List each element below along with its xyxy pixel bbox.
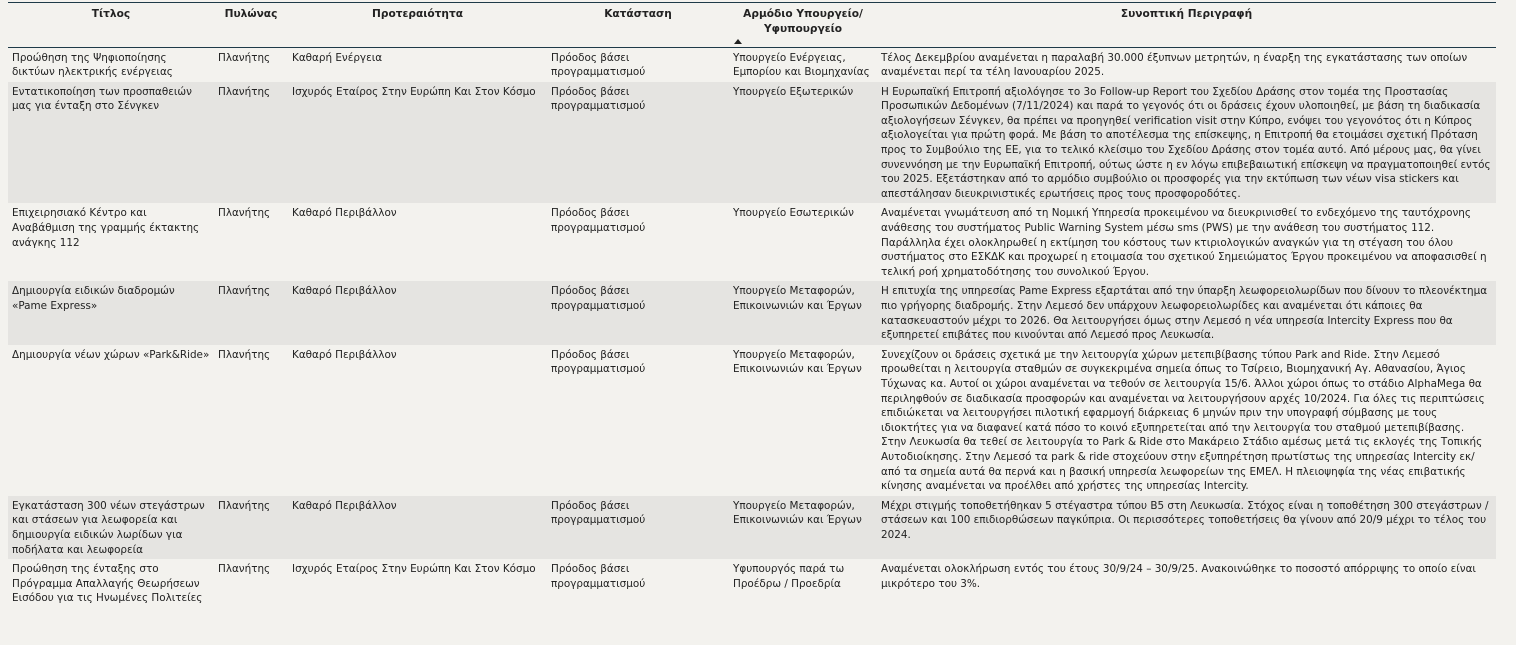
cell-status: Πρόοδος βάσει προγραμματισμού bbox=[547, 496, 729, 559]
cell-description: Η επιτυχία της υπηρεσίας Pame Express εξαρτάται από την ύπαρξη λεωφορειολωρίδων που δίνουν το πλεονέκτημα πιο γρήγορης διαδρομής. Στην Λεμεσό δεν υπάρχουν λεωφορειολωρίδες και αναμένεται ότι κάποιες θα κατασκευαστούν μέχρι το 2026. Θα λειτουργήσει όμως στην Λεμεσό η νέα υπηρεσία Intercity Express που θα εξυπηρετεί επιβάτες που κινούνται από Λεμεσό προς Λευκωσία. bbox=[877, 281, 1496, 344]
cell-priority: Καθαρό Περιβάλλον bbox=[288, 281, 547, 344]
column-header-pillar[interactable]: Πυλώνας bbox=[214, 3, 288, 47]
cell-status: Πρόοδος βάσει προγραμματισμού bbox=[547, 203, 729, 281]
cell-priority: Ισχυρός Εταίρος Στην Ευρώπη Και Στον Κόσμο bbox=[288, 82, 547, 204]
cell-description: Μέχρι στιγμής τοποθετήθηκαν 5 στέγαστρα τύπου Β5 στη Λευκωσία. Στόχος είναι η τοποθέτηση 300 στεγάστρων / στάσεων και 100 επιδιορθώσεων παγκύπρια. Οι περισσότερες τοποθετήσεις θα γίνουν από 20/9 μέχρι το τέλος του 2024. bbox=[877, 496, 1496, 559]
cell-pillar: Πλανήτης bbox=[214, 496, 288, 559]
cell-pillar: Πλανήτης bbox=[214, 345, 288, 496]
cell-title: Δημιουργία νέων χώρων «Park&Ride» bbox=[8, 345, 214, 496]
cell-ministry: Υπουργείο Εξωτερικών bbox=[729, 82, 877, 204]
cell-ministry: Υφυπουργός παρά τω Προέδρω / Προεδρία bbox=[729, 559, 877, 608]
cell-title: Προώθηση της Ψηφιοποίησης δικτύων ηλεκτρικής ενέργειας bbox=[8, 47, 214, 82]
table-row[interactable] bbox=[8, 559, 1496, 608]
cell-description: Αναμένεται ολοκλήρωση εντός του έτους 30/9/24 – 30/9/25. Ανακοινώθηκε το ποσοστό απόρριψης το οποίο είναι μικρότερο του 3%. bbox=[877, 559, 1496, 608]
cell-status: Πρόοδος βάσει προγραμματισμού bbox=[547, 47, 729, 82]
column-header-description[interactable]: Συνοπτική Περιγραφή bbox=[877, 3, 1496, 47]
table-row[interactable] bbox=[8, 82, 1496, 204]
table-row[interactable] bbox=[8, 496, 1496, 559]
table-row[interactable] bbox=[8, 345, 1496, 496]
cell-status: Πρόοδος βάσει προγραμματισμού bbox=[547, 345, 729, 496]
cell-ministry: Υπουργείο Μεταφορών, Επικοινωνιών και Έργων bbox=[729, 281, 877, 344]
cell-description: Αναμένεται γνωμάτευση από τη Νομική Υπηρεσία προκειμένου να διευκρινισθεί το ενδεχόμενο της ταυτόχρονης ανάθεσης του συστήματος Public Warning System μέσω sms (PWS) με την ανάθεση του συστήματος 112. Παράλληλα έχει ολοκληρωθεί η εκτίμηση του κόστους των κτιριολογικών αναγκών για τη στέγαση του όλου συστήματος στο ΕΣΚΔΚ και προχωρεί η ετοιμασία του σχετικού Σημειώματος Έργου προκειμένου να αποφασισθεί η τελική ροή χρηματοδότησης του συνολικού Έργου. bbox=[877, 203, 1496, 281]
cell-pillar: Πλανήτης bbox=[214, 203, 288, 281]
column-header-ministry-label: Αρμόδιο Υπουργείο/ Υφυπουργείο bbox=[743, 8, 863, 35]
table-row[interactable] bbox=[8, 47, 1496, 82]
table-body bbox=[8, 47, 1496, 608]
cell-status: Πρόοδος βάσει προγραμματισμού bbox=[547, 281, 729, 344]
cell-title: Επιχειρησιακό Κέντρο και Αναβάθμιση της γραμμής έκτακτης ανάγκης 112 bbox=[8, 203, 214, 281]
cell-pillar: Πλανήτης bbox=[214, 47, 288, 82]
table-row[interactable] bbox=[8, 281, 1496, 344]
cell-pillar: Πλανήτης bbox=[214, 559, 288, 608]
cell-priority: Καθαρή Ενέργεια bbox=[288, 47, 547, 82]
cell-title: Εντατικοποίηση των προσπαθειών μας για ένταξη στο Σένγκεν bbox=[8, 82, 214, 204]
table-row[interactable] bbox=[8, 203, 1496, 281]
cell-ministry: Υπουργείο Μεταφορών, Επικοινωνιών και Έργων bbox=[729, 496, 877, 559]
cell-title: Προώθηση της ένταξης στο Πρόγραμμα Απαλλαγής Θεωρήσεων Εισόδου για τις Ηνωμένες Πολιτείες bbox=[8, 559, 214, 608]
cell-title: Δημιουργία ειδικών διαδρομών «Pame Express» bbox=[8, 281, 214, 344]
cell-title: Εγκατάσταση 300 νέων στεγάστρων και στάσεων για λεωφορεία και δημιουργία ειδικών λωρίδων για ποδήλατα και λεωφορεία bbox=[8, 496, 214, 559]
column-header-title[interactable]: Τίτλος bbox=[8, 3, 214, 47]
cell-description: Τέλος Δεκεμβρίου αναμένεται η παραλαβή 30.000 έξυπνων μετρητών, η έναρξη της εγκατάστασης των οποίων αναμένεται περί τα τέλη Ιανουαρίου 2025. bbox=[877, 47, 1496, 82]
projects-table bbox=[8, 3, 1496, 608]
cell-ministry: Υπουργείο Εσωτερικών bbox=[729, 203, 877, 281]
cell-description: Συνεχίζουν οι δράσεις σχετικά με την λειτουργία χώρων μετεπιβίβασης τύπου Park and Ride. Στην Λεμεσό προωθείται η λειτουργία σταθμών σε συγκεκριμένα σημεία όπως το Τσίρειο, Βιομηχανική Αγ. Αθανασίου, Άγιος Τύχωνας κα. Αυτοί οι χώροι αναμένεται να τεθούν σε λειτουργία 15/6. Άλλοι χώροι όπως το στάδιο AlphaMega θα περιληφθούν σε διαδικασία προσφορών και αναμένεται να λειτουργήσουν αρχές 10/2024. Για όλες τις περιπτώσεις επιδιώκεται να λειτουργήσει πιλοτική εφαρμογή διάρκειας 6 μηνών πριν την υπογραφή σύμβασης με τους ιδιοκτήτες για να διαφανεί κατά πόσο το κοινό εξυπηρετείται από την λειτουργία του σταθμού μετεπιβίβασης. Στην Λευκωσία θα τεθεί σε λειτουργία το Park & Ride στο Μακάρειο Στάδιο αμέσως μετά τις εκλογές της Τοπικής Αυτοδιοίκησης. Στην Λεμεσό τα park & ride στοχεύουν στην εξυπηρέτηση πρωτίστως της υπηρεσίας Intercity εκ/ από τα σημεία αυτά θα περνά και η βασική υπηρεσία λεωφορείων της ΕΜΕΛ. Η πλειοψηφία της νέας επιβατικής κίνησης αναμένεται να προέλθει από χρήστες της υπηρεσίας Intercity. bbox=[877, 345, 1496, 496]
cell-priority: Καθαρό Περιβάλλον bbox=[288, 496, 547, 559]
column-header-ministry[interactable] bbox=[729, 3, 877, 47]
cell-description: Η Ευρωπαϊκή Επιτροπή αξιολόγησε το 3ο Follow-up Report του Σχεδίου Δράσης στον τομέα της Προστασίας Προσωπικών Δεδομένων (7/11/2024) και παρά το γεγονός ότι οι δράσεις έχουν υλοποιηθεί, με βάση τη διαδικασία αξιολογήσεων Σένγκεν, θα πρέπει να προηγηθεί verification visit στην Κύπρο, ενόψει του γεγονότος ότι η Κύπρος αξιολογείται για πρώτη φορά. Με βάση το αποτέλεσμα της επίσκεψης, η Επιτροπή θα ετοιμάσει σχετική Πρόταση προς το Συμβούλιο της ΕΕ, για το τελικό κλείσιμο του Σχεδίου Δράσης στον τομέα αυτό. Από μέρους μας, θα γίνει συνεννόηση με την Ευρωπαϊκή Επιτροπή, ούτως ώστε η εν λόγω επιβεβαιωτική επίσκεψη να πραγματοποιηθεί εντός του 2025. Εξετάστηκαν από το αρμόδιο συμβούλιο οι προσφορές για την εκτύπωση των νέων visa stickers και απεστάλησαν διευκρινιστικές ερωτήσεις προς τους προσφοροδότες. bbox=[877, 82, 1496, 204]
cell-priority: Καθαρό Περιβάλλον bbox=[288, 203, 547, 281]
sort-ascending-icon[interactable] bbox=[734, 39, 742, 44]
cell-pillar: Πλανήτης bbox=[214, 82, 288, 204]
cell-status: Πρόοδος βάσει προγραμματισμού bbox=[547, 559, 729, 608]
header-row bbox=[8, 3, 1496, 47]
cell-priority: Καθαρό Περιβάλλον bbox=[288, 345, 547, 496]
cell-status: Πρόοδος βάσει προγραμματισμού bbox=[547, 82, 729, 204]
cell-pillar: Πλανήτης bbox=[214, 281, 288, 344]
table-header bbox=[8, 3, 1496, 47]
cell-ministry: Υπουργείο Ενέργειας, Εμπορίου και Βιομηχανίας bbox=[729, 47, 877, 82]
cell-ministry: Υπουργείο Μεταφορών, Επικοινωνιών και Έργων bbox=[729, 345, 877, 496]
column-header-priority[interactable]: Προτεραιότητα bbox=[288, 3, 547, 47]
cell-priority: Ισχυρός Εταίρος Στην Ευρώπη Και Στον Κόσμο bbox=[288, 559, 547, 608]
column-header-status[interactable]: Κατάσταση bbox=[547, 3, 729, 47]
